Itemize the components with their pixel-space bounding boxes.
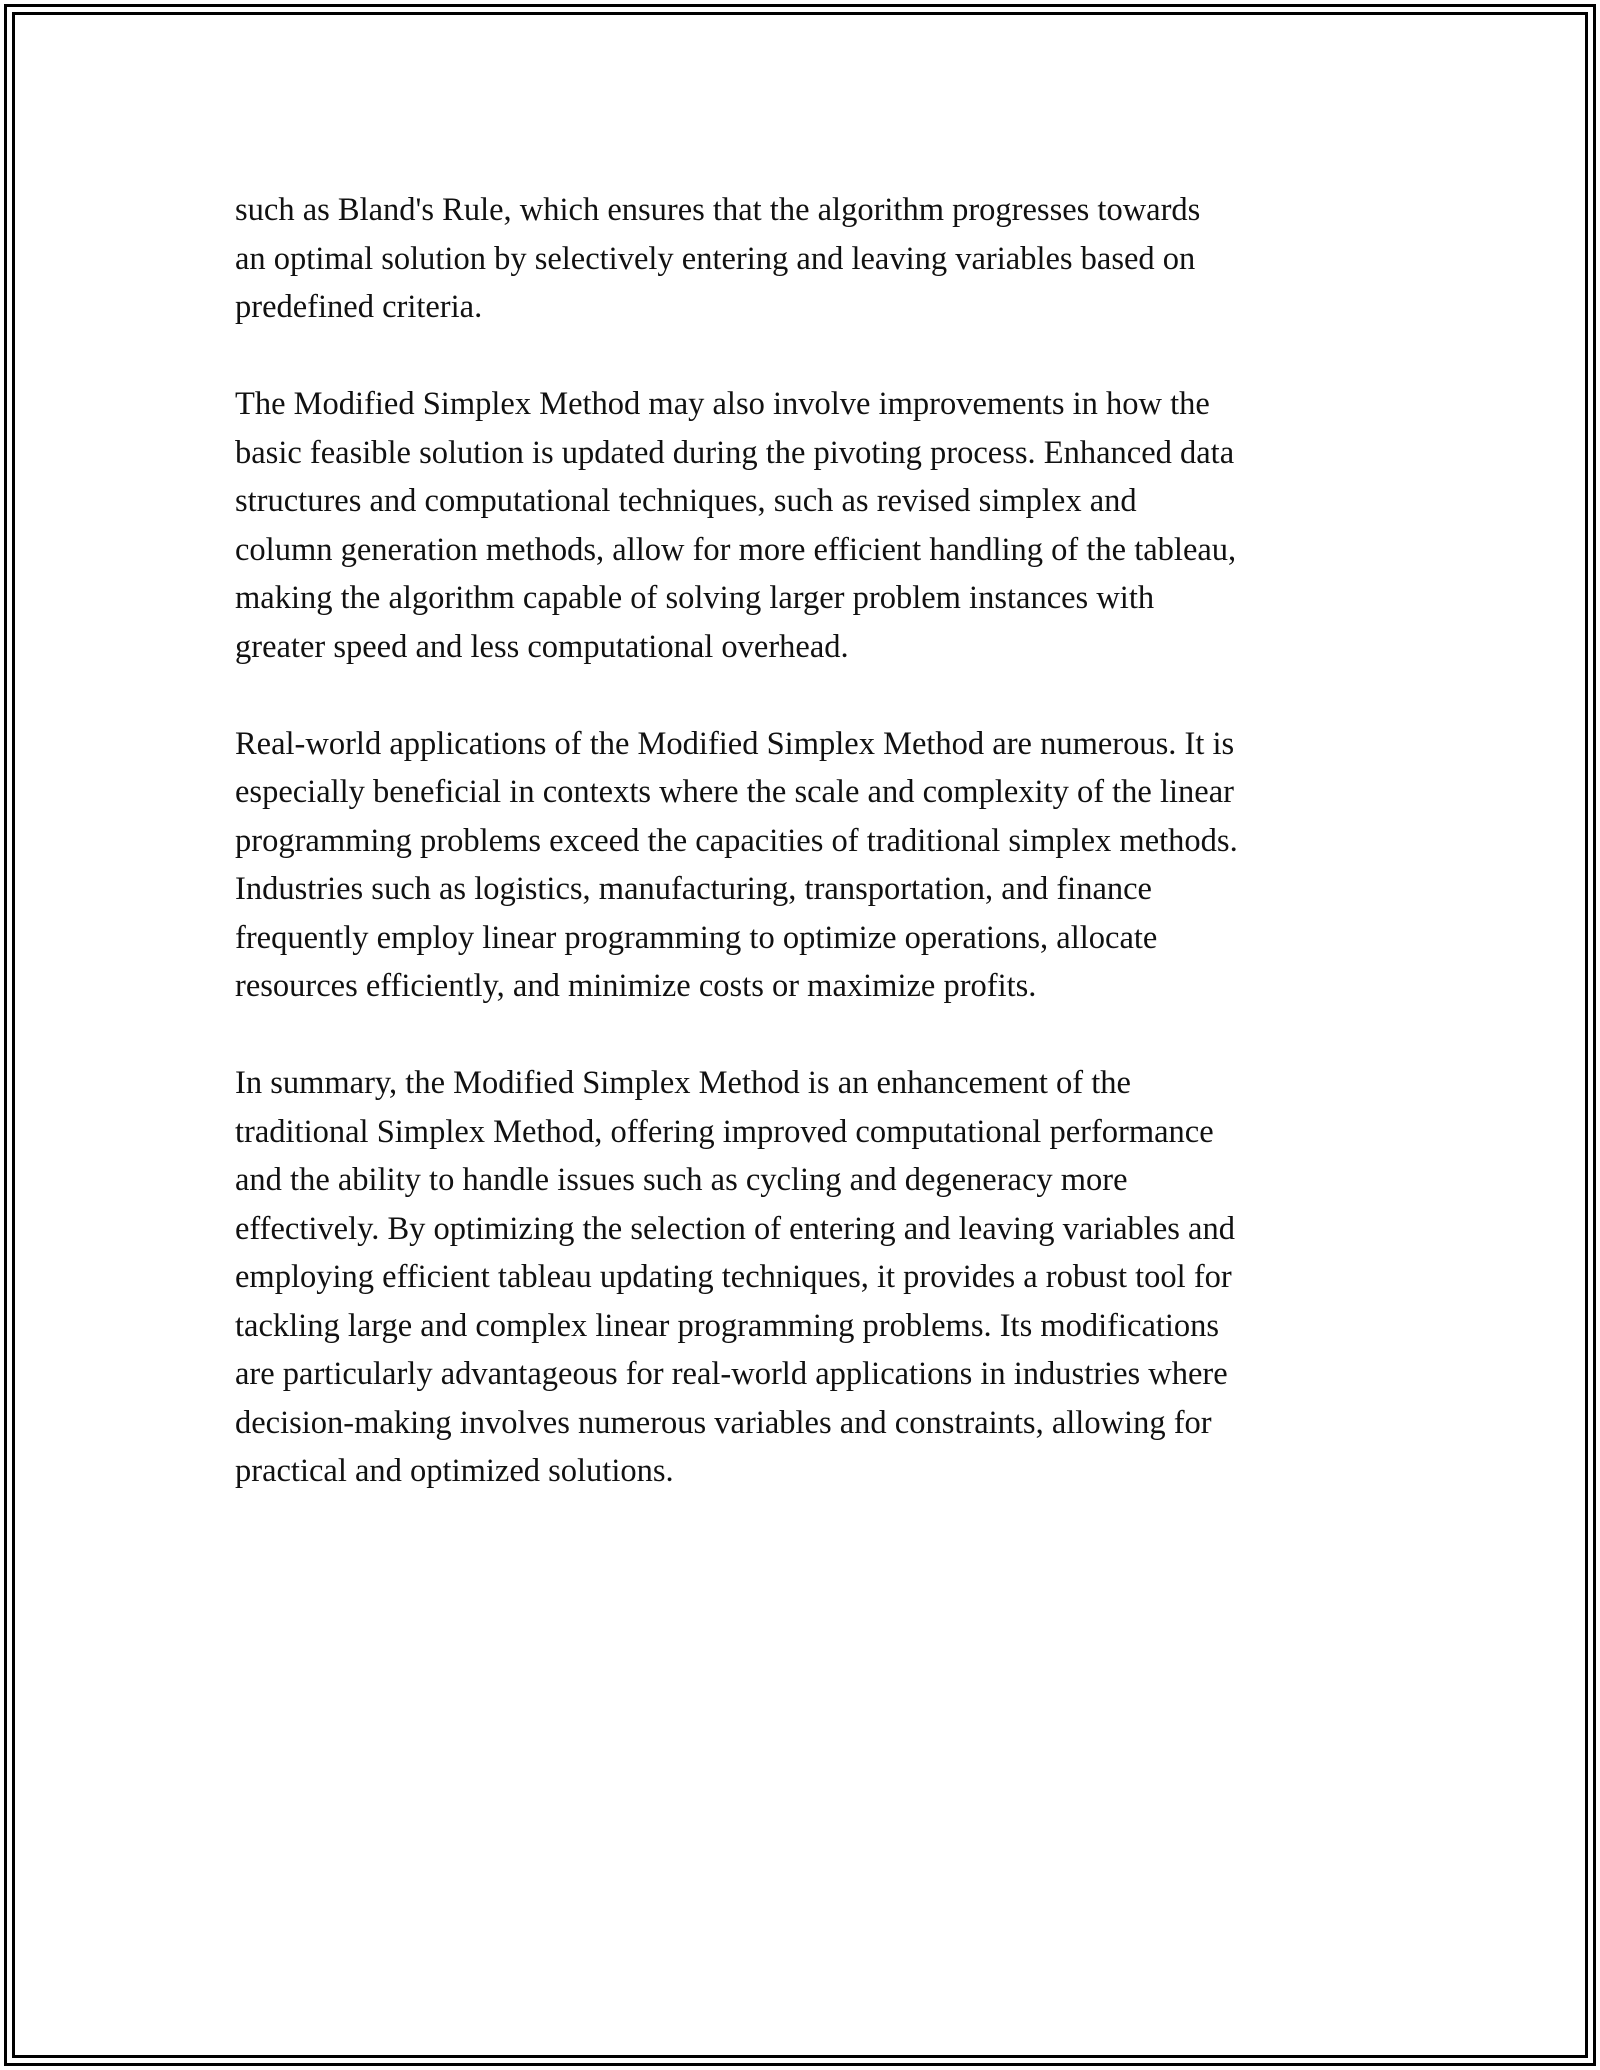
- document-body: [235, 186, 1375, 1544]
- paragraph-summary: In summary, the Modified Simplex Method is an enhancement of the traditional Simplex Method, offering improved computational performance and the ability to handle issues such as cycling and degeneracy more effectively. By optimizing the selection of entering and leaving variables and employing efficient tableau updating techniques, it provides a robust tool for tackling large and complex linear programming problems. Its modifications are particularly advantageous for real-world applications in industries where decision-making involves numerous variables and constraints, allowing for practical and optimized solutions.: [235, 1065, 1235, 1489]
- paragraph-pivoting-improvements: The Modified Simplex Method may also involve improvements in how the basic feasible solution is updated during the pivoting process. Enhanced data structures and computational techniques, such as revised simplex and column generation methods, allow for more efficient handling of the tableau, making the algorithm capable of solving larger problem instances with greater speed and less computational overhead.: [235, 386, 1237, 665]
- paragraph-real-world-applications: Real-world applications of the Modified Simplex Method are numerous. It is especially beneficial in contexts where the scale and complexity of the linear programming problems exceed the capacities of traditional simplex methods. Industries such as logistics, manufacturing, transportation, and finance frequently employ linear programming to optimize operations, allocate resources efficiently, and minimize costs or maximize profits.: [235, 725, 1238, 1004]
- paragraph-blands-rule: such as Bland's Rule, which ensures that the algorithm progresses towards an optimal solution by selectively entering and leaving variables based on predefined criteria.: [235, 192, 1201, 325]
